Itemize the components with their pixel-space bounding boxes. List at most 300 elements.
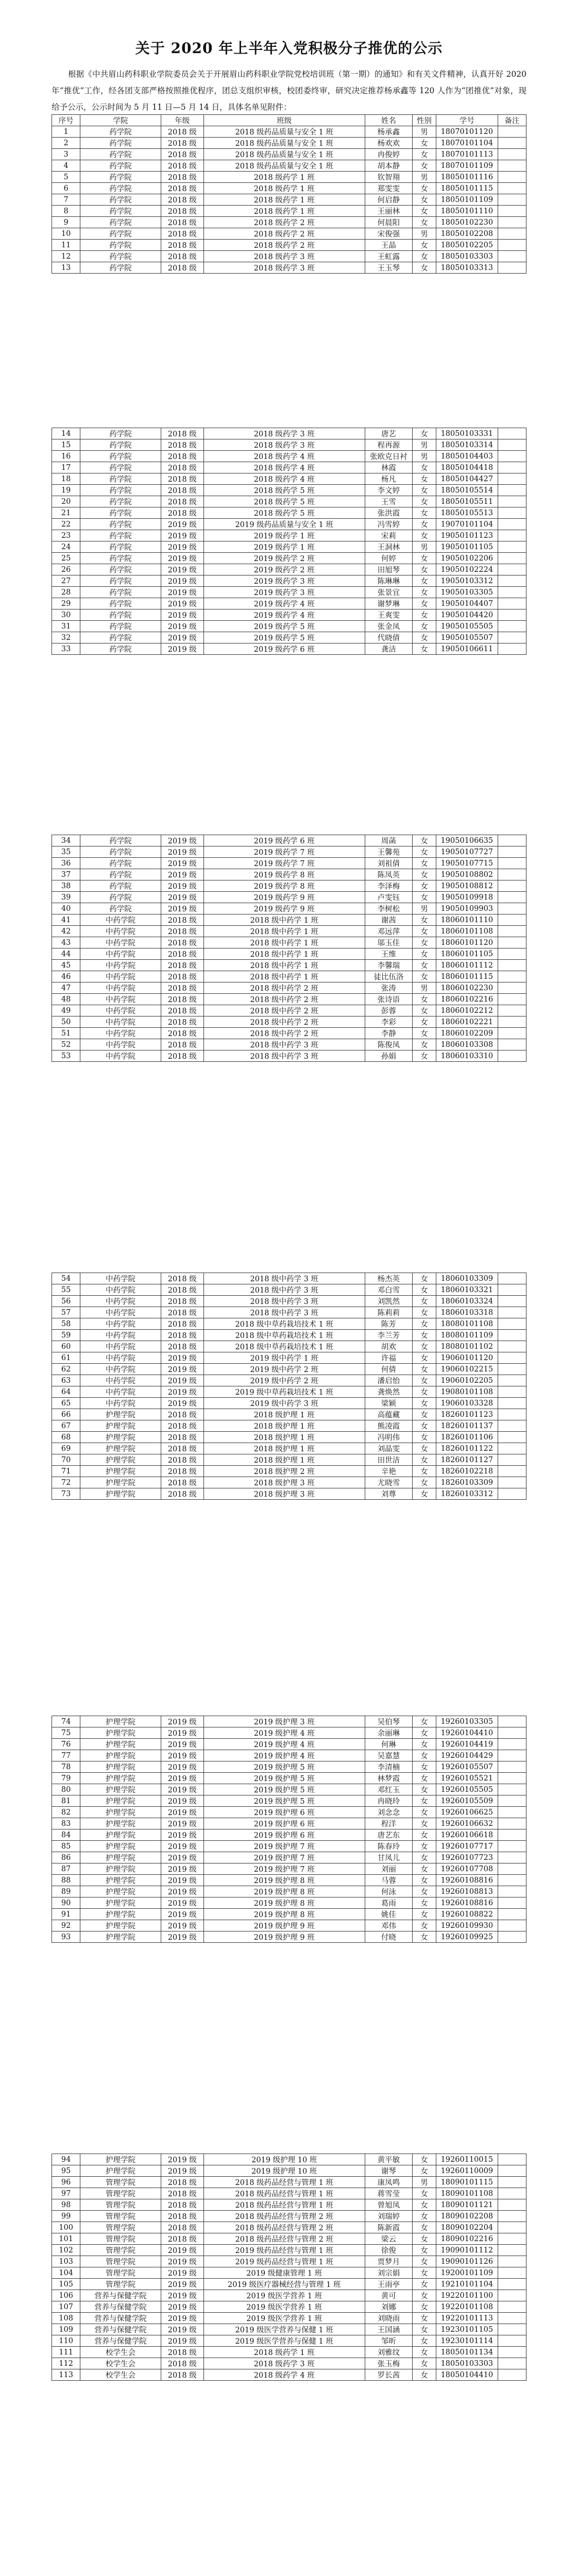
table-cell: 药学院: [80, 473, 161, 485]
table-cell: 王爽雯: [365, 609, 412, 621]
table-row: [52, 1016, 526, 1028]
table-cell: 87: [52, 1863, 80, 1875]
table-cell: 2018 级药学 4 班: [203, 462, 365, 473]
table-cell: [498, 869, 526, 880]
table-cell: 2019 级护理 3 班: [203, 1716, 365, 1727]
table-cell: 2018 级中药学 2 班: [203, 1016, 365, 1028]
table-cell: 护理学院: [80, 1750, 161, 1761]
table-cell: [498, 1466, 526, 1477]
table-cell: 18050104418: [436, 462, 498, 473]
table-row: [52, 2222, 526, 2233]
table-cell: 胡本静: [365, 160, 412, 172]
table-cell: 李清楠: [365, 1761, 412, 1773]
table-cell: 2019 级护理 7 班: [203, 1852, 365, 1863]
table-cell: 19050106611: [436, 643, 498, 655]
table-cell: 王国涵: [365, 2324, 412, 2335]
table-cell: 女: [412, 1364, 436, 1375]
table-cell: 2: [52, 138, 80, 149]
table-cell: 19260107723: [436, 1852, 498, 1863]
table-cell: 姚佳: [365, 1909, 412, 1920]
table-cell: 18050103303: [436, 2358, 498, 2369]
table-cell: 护理学院: [80, 1795, 161, 1807]
table-cell: [498, 1739, 526, 1750]
table-cell: 38: [52, 880, 80, 892]
table-cell: 2018 级: [161, 138, 203, 149]
table-cell: 女: [412, 1296, 436, 1307]
table-cell: 18090101115: [436, 2177, 498, 2188]
table-row: [52, 587, 526, 598]
table-cell: 药学院: [80, 183, 161, 194]
table-cell: 2018 级药学 1 班: [203, 206, 365, 217]
table-cell: 女: [412, 880, 436, 892]
table-row: [52, 1420, 526, 1432]
table-cell: 2018 级药学 2 班: [203, 228, 365, 240]
table-cell: 王玉琴: [365, 262, 412, 274]
table-cell: 中药学院: [80, 1375, 161, 1386]
table-cell: 18260101122: [436, 1443, 498, 1454]
table-cell: 2018 级护理 3 班: [203, 1488, 365, 1500]
table-cell: 女: [412, 1477, 436, 1488]
table-cell: 2018 级: [161, 428, 203, 439]
table-cell: 药学院: [80, 160, 161, 172]
table-cell: 64: [52, 1386, 80, 1398]
table-cell: 18050103314: [436, 439, 498, 451]
table-cell: 2019 级药学 4 班: [203, 598, 365, 609]
table-cell: 2018 级中草药栽培技术 1 班: [203, 1318, 365, 1330]
table-cell: 18260102218: [436, 1466, 498, 1477]
table-cell: 药学院: [80, 598, 161, 609]
table-cell: 18050102230: [436, 217, 498, 228]
table-cell: 陈芳: [365, 1318, 412, 1330]
table-cell: 男: [412, 451, 436, 462]
table-row: [52, 1818, 526, 1829]
table-cell: 药学院: [80, 428, 161, 439]
table-cell: 18050101109: [436, 194, 498, 206]
table-cell: 18060103324: [436, 1296, 498, 1307]
table-cell: [498, 892, 526, 903]
table-cell: 张诗语: [365, 994, 412, 1005]
table-cell: 2018 级: [161, 2188, 203, 2199]
table-cell: 2018 级: [161, 206, 203, 217]
table-cell: 23: [52, 530, 80, 541]
table-cell: 女: [412, 1761, 436, 1773]
table-cell: [498, 217, 526, 228]
table-cell: 2019 级: [161, 519, 203, 530]
table-row: [52, 1432, 526, 1443]
table-cell: 中药学院: [80, 1296, 161, 1307]
table-cell: 管理学院: [80, 2267, 161, 2279]
table-cell: 2019 级: [161, 564, 203, 575]
table-row: [52, 575, 526, 587]
table-cell: 19050109903: [436, 903, 498, 914]
table-cell: 19050102206: [436, 553, 498, 564]
table-cell: 2018 级护理 1 班: [203, 1443, 365, 1454]
table-cell: 19260105505: [436, 1784, 498, 1795]
table-row: [52, 2279, 526, 2290]
table-cell: 护理学院: [80, 1488, 161, 1500]
table-row: [52, 1375, 526, 1386]
table-cell: 女: [412, 2301, 436, 2313]
table-cell: 女: [412, 1909, 436, 1920]
table-cell: 2019 级药学 4 班: [203, 609, 365, 621]
table-cell: 98: [52, 2199, 80, 2211]
table-cell: 女: [412, 519, 436, 530]
table-row: [52, 1050, 526, 1062]
table-cell: 女: [412, 2154, 436, 2165]
table-cell: 护理学院: [80, 1420, 161, 1432]
table-cell: 2019 级药学 1 班: [203, 530, 365, 541]
table-cell: 2019 级: [161, 1909, 203, 1920]
table-cell: 65: [52, 1398, 80, 1409]
table-cell: [498, 2279, 526, 2290]
table-cell: 管理学院: [80, 2199, 161, 2211]
table-cell: 50: [52, 1016, 80, 1028]
table-cell: 女: [412, 1386, 436, 1398]
table-cell: 31: [52, 621, 80, 632]
table-cell: 2019 级药学 6 班: [203, 643, 365, 655]
table-cell: 2019 级: [161, 858, 203, 869]
table-cell: 2018 级药品质量与安全 1 班: [203, 160, 365, 172]
table-cell: 女: [412, 892, 436, 903]
table-cell: 熊凌霞: [365, 1420, 412, 1432]
table-row: [52, 564, 526, 575]
table-row: [52, 937, 526, 948]
table-cell: 18060103321: [436, 1284, 498, 1296]
table-cell: [498, 194, 526, 206]
table-cell: 18060102216: [436, 994, 498, 1005]
table-row: [52, 1386, 526, 1398]
table-cell: 2019 级: [161, 846, 203, 858]
table-cell: 女: [412, 1807, 436, 1818]
table-cell: [498, 138, 526, 149]
table-cell: [498, 2335, 526, 2347]
table-cell: 孙娟: [365, 1050, 412, 1062]
table-cell: [498, 1005, 526, 1016]
table-cell: 余丽琳: [365, 1727, 412, 1739]
table-cell: 2018 级: [161, 251, 203, 262]
table-cell: 护理学院: [80, 1773, 161, 1784]
table-cell: 2019 级: [161, 609, 203, 621]
table-row: [52, 1307, 526, 1318]
table-cell: 2019 级: [161, 1931, 203, 1943]
table-cell: 2018 级药品经营与管理 1 班: [203, 2177, 365, 2188]
table-cell: [498, 530, 526, 541]
table-cell: 2018 级药品经营与管理 1 班: [203, 2188, 365, 2199]
table-cell: [498, 1931, 526, 1943]
table-row: [52, 2335, 526, 2347]
table-cell: 中药学院: [80, 1273, 161, 1284]
table-cell: 药学院: [80, 251, 161, 262]
table-row: [52, 2165, 526, 2177]
table-cell: 刘晓雨: [365, 2313, 412, 2324]
table-row: [52, 1773, 526, 1784]
table-cell: 2019 级医学营养与保健 1 班: [203, 2324, 365, 2335]
table-cell: 2018 级中药学 1 班: [203, 948, 365, 960]
table-row: [52, 530, 526, 541]
table-cell: 女: [412, 1016, 436, 1028]
table-cell: 2018 级中药学 3 班: [203, 1284, 365, 1296]
table-cell: [498, 926, 526, 937]
table-cell: 18050104403: [436, 451, 498, 462]
table-cell: 95: [52, 2165, 80, 2177]
table-cell: [498, 1307, 526, 1318]
table-cell: 2019 级: [161, 541, 203, 553]
table-cell: 2019 级: [161, 2256, 203, 2267]
table-cell: 张洪霞: [365, 507, 412, 519]
table-cell: 护理学院: [80, 1432, 161, 1443]
table-cell: 护理学院: [80, 1477, 161, 1488]
table-cell: 2018 级护理 1 班: [203, 1432, 365, 1443]
table-cell: 61: [52, 1352, 80, 1364]
table-cell: 张涛: [365, 982, 412, 994]
table-cell: 护理学院: [80, 1852, 161, 1863]
table-cell: 18260103309: [436, 1477, 498, 1488]
table-cell: [498, 948, 526, 960]
table-row: [52, 609, 526, 621]
table-cell: 18080101108: [436, 1318, 498, 1330]
table-cell: 中药学院: [80, 1398, 161, 1409]
table-cell: 2018 级: [161, 183, 203, 194]
table-cell: 18060103308: [436, 1039, 498, 1050]
table-cell: [498, 1863, 526, 1875]
table-cell: 2019 级: [161, 2279, 203, 2290]
table-row: [52, 462, 526, 473]
table-cell: 女: [412, 858, 436, 869]
table-row: [52, 1454, 526, 1466]
table-cell: 57: [52, 1307, 80, 1318]
table-cell: 42: [52, 926, 80, 937]
table-cell: 63: [52, 1375, 80, 1386]
table-cell: 107: [52, 2301, 80, 2313]
table-row: [52, 428, 526, 439]
table-cell: 102: [52, 2245, 80, 2256]
table-cell: [498, 1016, 526, 1028]
table-cell: [498, 1364, 526, 1375]
table-row: [52, 2301, 526, 2313]
table-cell: 2019 级: [161, 530, 203, 541]
table-cell: 72: [52, 1477, 80, 1488]
table-cell: 男: [412, 439, 436, 451]
table-cell: 99: [52, 2211, 80, 2222]
table-row: [52, 553, 526, 564]
table-cell: 护理学院: [80, 1443, 161, 1454]
table-cell: 2018 级: [161, 994, 203, 1005]
table-cell: 2019 级护理 10 班: [203, 2165, 365, 2177]
table-cell: 邬玉佳: [365, 937, 412, 948]
table-cell: 女: [412, 1028, 436, 1039]
table-cell: 2018 级: [161, 2369, 203, 2381]
table-cell: 药学院: [80, 439, 161, 451]
table-cell: 女: [412, 149, 436, 160]
table-cell: 甘凤儿: [365, 1852, 412, 1863]
table-cell: 2019 级护理 4 班: [203, 1750, 365, 1761]
table-cell: [498, 251, 526, 262]
table-cell: 药学院: [80, 530, 161, 541]
table-cell: 19050105507: [436, 632, 498, 643]
table-cell: 2018 级: [161, 926, 203, 937]
table-cell: [498, 1296, 526, 1307]
table-row: [52, 1841, 526, 1852]
table-cell: 2019 级药学 2 班: [203, 564, 365, 575]
table-cell: 药学院: [80, 892, 161, 903]
table-cell: 19050103305: [436, 587, 498, 598]
table-cell: 111: [52, 2347, 80, 2358]
table-cell: 2019 级中药学 1 班: [203, 1352, 365, 1364]
table-cell: 护理学院: [80, 1409, 161, 1420]
table-cell: 营养与保健学院: [80, 2301, 161, 2313]
table-cell: 药学院: [80, 240, 161, 251]
table-cell: 药学院: [80, 541, 161, 553]
table-cell: 男: [412, 903, 436, 914]
table-row: [52, 138, 526, 149]
table-cell: 2018 级护理 1 班: [203, 1420, 365, 1432]
table-cell: 王维: [365, 948, 412, 960]
table-cell: 药学院: [80, 519, 161, 530]
table-cell: 2019 级: [161, 869, 203, 880]
table-row: [52, 1341, 526, 1352]
table-cell: 2019 级: [161, 1375, 203, 1386]
table-cell: 2019 级护理 5 班: [203, 1795, 365, 1807]
table-cell: 2019 级药学 6 班: [203, 835, 365, 846]
table-cell: 3: [52, 149, 80, 160]
table-cell: 谢梦琳: [365, 598, 412, 609]
table-cell: 女: [412, 1466, 436, 1477]
table-cell: 2018 级: [161, 485, 203, 496]
table-cell: 药学院: [80, 206, 161, 217]
table-cell: 66: [52, 1409, 80, 1420]
table-cell: 护理学院: [80, 1761, 161, 1773]
table-cell: 2019 级护理 8 班: [203, 1909, 365, 1920]
table-cell: [498, 2267, 526, 2279]
table-cell: 70: [52, 1454, 80, 1466]
table-cell: 18050104427: [436, 473, 498, 485]
table-cell: 2019 级医学营养 1 班: [203, 2301, 365, 2313]
table-cell: [498, 240, 526, 251]
table-row: [52, 1784, 526, 1795]
table-cell: 康凤鸣: [365, 2177, 412, 2188]
table-row: [52, 1807, 526, 1818]
table-cell: 2018 级: [161, 2347, 203, 2358]
table-cell: 93: [52, 1931, 80, 1943]
table-cell: 20: [52, 496, 80, 507]
table-cell: 2018 级中草药栽培技术 1 班: [203, 1330, 365, 1341]
table-cell: 中药学院: [80, 1284, 161, 1296]
table-row: [52, 2347, 526, 2358]
table-row: [52, 598, 526, 609]
table-cell: 校学生会: [80, 2369, 161, 2381]
table-cell: 女: [412, 1716, 436, 1727]
table-cell: 18050101134: [436, 2347, 498, 2358]
table-cell: 中药学院: [80, 1318, 161, 1330]
table-cell: 潘启怡: [365, 1375, 412, 1386]
table-cell: 护理学院: [80, 1784, 161, 1795]
table-cell: 女: [412, 948, 436, 960]
table-cell: 18060101112: [436, 960, 498, 971]
table-cell: 2018 级: [161, 126, 203, 138]
table-cell: 18060103309: [436, 1273, 498, 1284]
table-cell: [498, 1727, 526, 1739]
table-cell: 黄平敏: [365, 2154, 412, 2165]
table-cell: 中药学院: [80, 982, 161, 994]
table-row: [52, 926, 526, 937]
table-cell: 田旭琴: [365, 564, 412, 575]
table-cell: 2018 级药学 3 班: [203, 439, 365, 451]
table-cell: [498, 2165, 526, 2177]
table-cell: 71: [52, 1466, 80, 1477]
table-cell: 18050101115: [436, 183, 498, 194]
table-cell: 19050104420: [436, 609, 498, 621]
table-cell: 43: [52, 937, 80, 948]
table-cell: 2019 级药学 8 班: [203, 880, 365, 892]
table-row: [52, 2211, 526, 2222]
table-cell: 19260108816: [436, 1875, 498, 1886]
table-cell: 药学院: [80, 485, 161, 496]
table-cell: [498, 2369, 526, 2381]
table-cell: 2018 级药学 3 班: [203, 251, 365, 262]
table-cell: 80: [52, 1784, 80, 1795]
table-cell: 2018 级: [161, 1016, 203, 1028]
table-cell: 女: [412, 507, 436, 519]
table-cell: 2019 级药品经营与管理 1 班: [203, 2245, 365, 2256]
table-row: [52, 914, 526, 926]
table-cell: [498, 1807, 526, 1818]
table-cell: 91: [52, 1909, 80, 1920]
table-cell: 2018 级: [161, 982, 203, 994]
table-cell: 药学院: [80, 217, 161, 228]
table-cell: 药学院: [80, 632, 161, 643]
table-cell: 女: [412, 1039, 436, 1050]
table-cell: 2018 级中药学 1 班: [203, 926, 365, 937]
table-cell: 张玉梅: [365, 2358, 412, 2369]
table-cell: 19050109918: [436, 892, 498, 903]
table-cell: 19050101105: [436, 541, 498, 553]
table-cell: 84: [52, 1829, 80, 1841]
table-cell: 19260107708: [436, 1863, 498, 1875]
table-cell: 2019 级: [161, 575, 203, 587]
table-cell: 19200101109: [436, 2267, 498, 2279]
table-cell: 2019 级: [161, 1875, 203, 1886]
table-cell: 女: [412, 1886, 436, 1897]
table-cell: 2019 级医疗器械经营与管理 1 班: [203, 2279, 365, 2290]
table-cell: 中药学院: [80, 1039, 161, 1050]
table-cell: 女: [412, 553, 436, 564]
table-row: [52, 1863, 526, 1875]
table-row: [52, 971, 526, 982]
table-cell: 2018 级: [161, 1296, 203, 1307]
table-cell: 管理学院: [80, 2233, 161, 2245]
table-cell: 2018 级中草药栽培技术 1 班: [203, 1341, 365, 1352]
table-cell: 2019 级护理 10 班: [203, 2154, 365, 2165]
table-cell: 19260105509: [436, 1795, 498, 1807]
table-row: [52, 251, 526, 262]
table-cell: 刘瑞婷: [365, 2211, 412, 2222]
table-cell: 黄可: [365, 2290, 412, 2301]
table-cell: 2019 级: [161, 835, 203, 846]
table-cell: 19260105521: [436, 1773, 498, 1784]
table-cell: 邓白雪: [365, 1284, 412, 1296]
table-cell: 19260107717: [436, 1841, 498, 1852]
table-cell: 82: [52, 1807, 80, 1818]
table-cell: 2018 级中药学 2 班: [203, 994, 365, 1005]
table-cell: 2019 级: [161, 598, 203, 609]
table-cell: 2019 级: [161, 2267, 203, 2279]
table-cell: [498, 2154, 526, 2165]
table-cell: 18050103331: [436, 428, 498, 439]
table-cell: 梁颖: [365, 1398, 412, 1409]
table-cell: 19050108812: [436, 880, 498, 892]
table-cell: 女: [412, 598, 436, 609]
table-cell: 女: [412, 2369, 436, 2381]
